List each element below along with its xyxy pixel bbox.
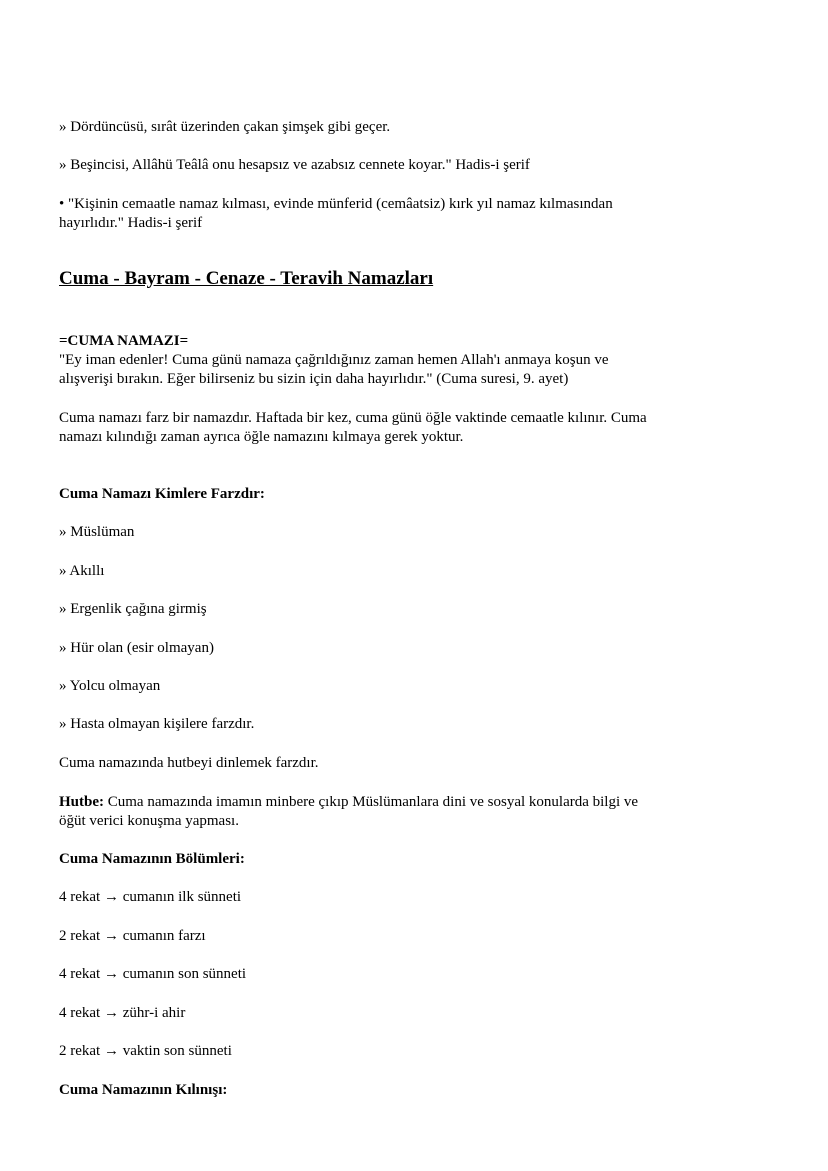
intro-item: » Dördüncüsü, sırât üzerinden çakan şimşek gibi geçer. [59, 119, 391, 135]
list-item: » Hasta olmayan kişilere farzdır. [59, 716, 255, 732]
section-title: Cuma - Bayram - Cenaze - Teravih Namazları [59, 268, 434, 289]
list-item: 4 rekat → cumanın son sünneti [59, 966, 247, 982]
list-item: 2 rekat → vaktin son sünneti [59, 1043, 232, 1059]
bolumler-title: Cuma Namazının Bölümleri: [59, 851, 245, 867]
kimlere-title: Cuma Namazı Kimlere Farzdır: [59, 486, 265, 502]
hutbe-note: Cuma namazında hutbeyi dinlemek farzdır. [59, 755, 319, 771]
intro-item: » Beşincisi, Allâhü Teâlâ onu hesapsız ve azabsız cennete koyar." Hadis-i şerif [59, 157, 530, 173]
hutbe-definition [59, 793, 759, 812]
cuma-title: =CUMA NAMAZI= [59, 333, 189, 349]
hutbe-label: Hutbe: [59, 794, 104, 810]
list-item: » Yolcu olmayan [59, 678, 161, 694]
cuma-description-line: Cuma namazı farz bir namazdır. Haftada bir kez, cuma günü öğle vaktinde cemaatle kılınır. Cuma [59, 410, 647, 426]
kilinis-title: Cuma Namazının Kılınışı: [59, 1082, 228, 1098]
cuma-description-line: namazı kılındığı zaman ayrıca öğle namazını kılmaya gerek yoktur. [59, 429, 464, 445]
list-item: 2 rekat → cumanın farzı [59, 928, 206, 944]
list-item: » Müslüman [59, 524, 135, 540]
hutbe-definition-text: Cuma namazında imamın minbere çıkıp Müslümanlara dini ve sosyal konularda bilgi ve [104, 794, 639, 810]
list-item: » Hür olan (esir olmayan) [59, 640, 214, 656]
hadith-quote-line: hayırlıdır." Hadis-i şerif [59, 215, 203, 231]
list-item: » Ergenlik çağına girmiş [59, 601, 207, 617]
ayet-line: alışverişi bırakın. Eğer bilirseniz bu sizin için daha hayırlıdır." (Cuma suresi, 9. ayet) [59, 371, 569, 387]
ayet-line: "Ey iman edenler! Cuma günü namaza çağrıldığınız zaman hemen Allah'ı anmaya koşun ve [59, 352, 609, 368]
list-item: » Akıllı [59, 563, 105, 579]
list-item: 4 rekat → zühr-i ahir [59, 1005, 186, 1021]
hutbe-definition-line: öğüt verici konuşma yapması. [59, 813, 239, 829]
hadith-quote-line: • "Kişinin cemaatle namaz kılması, evinde münferid (cemâatsiz) kırk yıl namaz kılmasından [59, 196, 613, 212]
list-item: 4 rekat → cumanın ilk sünneti [59, 889, 242, 905]
